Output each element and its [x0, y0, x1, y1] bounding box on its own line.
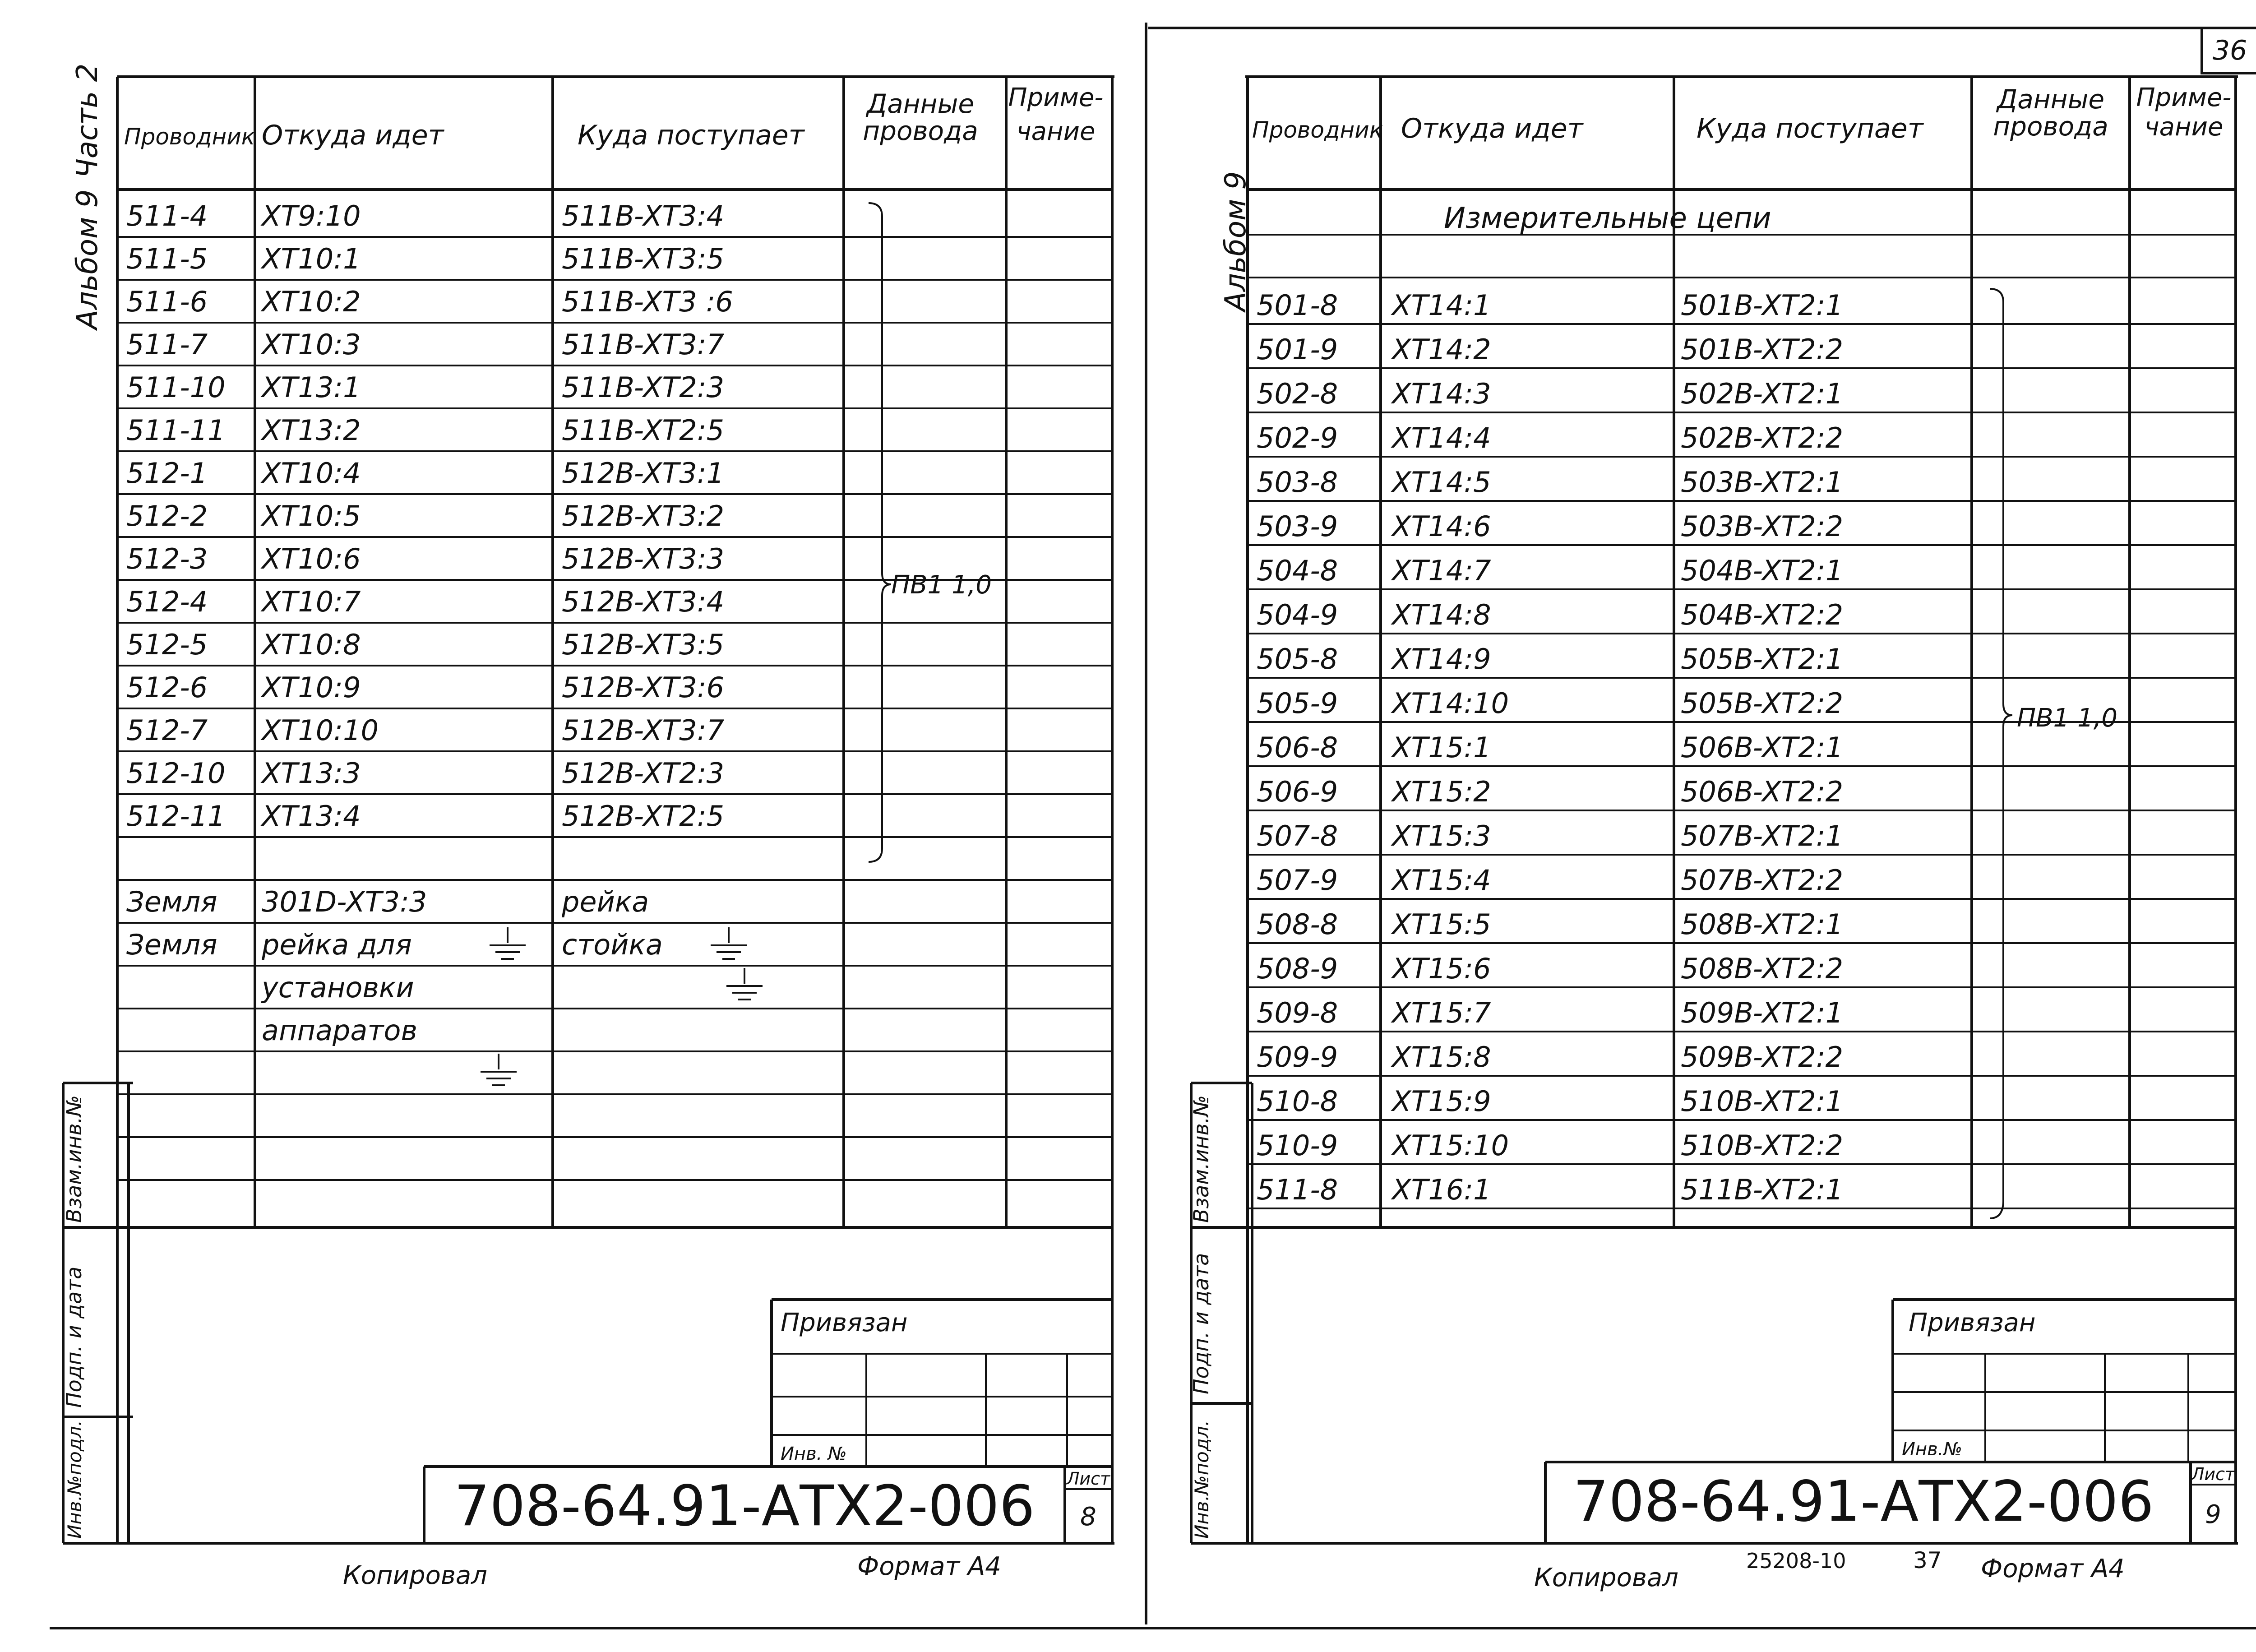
to-cell: 504B-XT2:2 [1681, 598, 1844, 631]
to-cell: 506B-XT2:2 [1681, 775, 1844, 808]
ground-icon [711, 927, 747, 959]
from-cell: XT14:5 [1392, 466, 1491, 499]
conductor-cell: 503-9 [1257, 510, 1338, 543]
table-row [126, 285, 733, 318]
conductor-cell: 506-9 [1257, 775, 1338, 808]
from-cell: XT10:9 [262, 671, 361, 704]
ground-icon [490, 927, 526, 959]
table-row [126, 757, 724, 790]
conductor-cell: 504-8 [1257, 554, 1338, 587]
from-cell: XT10:10 [262, 714, 379, 747]
table-row [126, 414, 724, 447]
table-row [1257, 819, 1843, 852]
conductor-cell: 507-9 [1257, 864, 1338, 897]
conductor-cell: 506-8 [1257, 731, 1338, 764]
table-row [126, 885, 649, 918]
conductor-cell: 512-6 [126, 671, 208, 704]
to-cell: 503B-XT2:1 [1681, 466, 1844, 499]
to-cell: 509B-XT2:1 [1681, 996, 1844, 1029]
conductor-cell: 512-11 [126, 800, 226, 833]
conductor-cell: 501-8 [1257, 289, 1338, 322]
to-cell: 511B-XT3:4 [562, 199, 725, 232]
right-side-label-1: Взам.инв.№ [1189, 1095, 1213, 1223]
conductor-cell: 512-7 [126, 714, 208, 747]
from-cell: рейка для [262, 928, 412, 961]
table-row [126, 671, 724, 704]
table-row [126, 371, 724, 404]
table-row [1257, 466, 1843, 499]
from-cell: установки [262, 971, 414, 1004]
right-header-note-2: чание [2144, 112, 2224, 142]
right-wire-spec: ПВ1 1,0 [2017, 703, 2118, 733]
right-sheet-label: Лист [2191, 1464, 2235, 1484]
from-cell: XT15:2 [1392, 775, 1491, 808]
from-cell: XT9:10 [262, 199, 361, 232]
left-header-to: Куда поступает [578, 120, 804, 151]
right-section-title: Измерительные цепи [1444, 202, 1771, 235]
to-cell: 510B-XT2:1 [1681, 1085, 1844, 1118]
table-row [126, 500, 724, 532]
from-cell: XT10:6 [262, 542, 361, 575]
table-row [1257, 1041, 1843, 1074]
table-row [126, 542, 724, 575]
from-cell: XT14:3 [1392, 377, 1491, 410]
to-cell: 511B-XT3 :6 [562, 285, 733, 318]
from-cell: XT15:6 [1392, 952, 1491, 985]
to-cell: 510B-XT2:2 [1681, 1129, 1844, 1162]
conductor-cell: 508-8 [1257, 908, 1338, 941]
to-cell: 511B-XT2:3 [562, 371, 725, 404]
from-cell: XT14:4 [1392, 421, 1491, 454]
right-header-from: Откуда идет [1401, 113, 1583, 144]
table-row [126, 585, 724, 618]
page-number: 36 [2212, 35, 2247, 66]
conductor-cell: 505-8 [1257, 643, 1338, 676]
conductor-cell: 511-10 [126, 371, 226, 404]
to-cell: 511B-XT2:1 [1681, 1173, 1844, 1206]
from-cell: XT14:9 [1392, 643, 1491, 676]
conductor-cell: 510-8 [1257, 1085, 1338, 1118]
right-wire-brace [1990, 289, 2012, 1218]
left-side-label-2: Подп. и дата [62, 1266, 86, 1408]
left-header-conductor: Проводник [124, 124, 255, 150]
left-header-note-1: Приме- [1008, 83, 1104, 112]
right-header-wiredata-2: провода [1993, 111, 2108, 142]
from-cell: XT16:1 [1392, 1173, 1491, 1206]
to-cell: рейка [562, 885, 649, 918]
from-cell: XT15:4 [1392, 864, 1491, 897]
conductor-cell: 507-8 [1257, 819, 1338, 852]
right-header-to: Куда поступает [1697, 113, 1923, 144]
from-cell: XT14:7 [1392, 554, 1491, 587]
table-row [126, 628, 724, 661]
to-cell: 504B-XT2:1 [1681, 554, 1844, 587]
left-album-label: Альбом 9 [71, 189, 104, 329]
from-cell: XT15:9 [1392, 1085, 1491, 1118]
to-cell: 512B-XT3:7 [562, 714, 725, 747]
right-inv-no: Инв.№ [1902, 1439, 1962, 1460]
to-cell: 503B-XT2:2 [1681, 510, 1844, 543]
right-album-label: Альбом 9 [1219, 171, 1253, 311]
conductor-cell: 511-11 [126, 414, 226, 447]
conductor-cell: 504-9 [1257, 598, 1338, 631]
left-doc-code: 708-64.91-АТХ2-006 [454, 1474, 1035, 1539]
table-row [261, 971, 414, 1004]
left-header-note-2: чание [1016, 117, 1096, 146]
right-page-ref: 37 [1913, 1547, 1942, 1573]
table-row [126, 242, 724, 275]
from-cell: XT14:1 [1392, 289, 1491, 322]
left-sheet [62, 64, 1114, 1590]
right-order-no: 25208-10 [1746, 1549, 1846, 1573]
table-row [1257, 864, 1843, 897]
conductor-cell: 512-3 [126, 542, 208, 575]
to-cell: 512B-XT3:2 [562, 500, 725, 532]
to-cell: стойка [562, 928, 663, 961]
conductor-cell: 508-9 [1257, 952, 1338, 985]
from-cell: XT15:1 [1392, 731, 1491, 764]
table-row [126, 328, 724, 361]
from-cell: XT15:10 [1392, 1129, 1509, 1162]
from-cell: XT15:7 [1392, 996, 1491, 1029]
from-cell: XT13:2 [262, 414, 361, 447]
table-row [1257, 598, 1843, 631]
left-wire-spec: ПВ1 1,0 [891, 570, 992, 600]
table-row [1257, 952, 1843, 985]
from-cell: XT14:10 [1392, 687, 1509, 720]
left-side-label-3: Инв.№подл. [64, 1420, 86, 1539]
from-cell: XT13:1 [262, 371, 361, 404]
right-sheet [1189, 77, 2238, 1592]
table-row [1257, 333, 1843, 366]
from-cell: XT10:2 [262, 285, 361, 318]
table-row [262, 1014, 417, 1047]
to-cell: 512B-XT3:3 [562, 542, 725, 575]
table-row [1257, 1085, 1843, 1118]
conductor-cell: 503-8 [1257, 466, 1338, 499]
left-part-label: Часть 2 [71, 63, 104, 178]
conductor-cell: 512-5 [126, 628, 208, 661]
left-format: Формат А4 [857, 1552, 1001, 1581]
to-cell: 512B-XT2:5 [562, 800, 725, 833]
to-cell: 512B-XT3:5 [562, 628, 725, 661]
conductor-cell: 511-5 [126, 242, 208, 275]
from-cell: XT14:8 [1392, 598, 1491, 631]
to-cell: 512B-XT3:4 [562, 585, 725, 618]
table-row [1257, 554, 1843, 587]
left-header-wiredata-1: Данные [866, 88, 975, 119]
to-cell: 512B-XT3:1 [562, 457, 725, 490]
conductor-cell: 510-9 [1257, 1129, 1338, 1162]
from-cell: XT13:3 [262, 757, 361, 790]
left-sheet-label: Лист [1066, 1469, 1110, 1489]
conductor-cell: 512-1 [126, 457, 208, 490]
from-cell: XT13:4 [262, 800, 361, 833]
conductor-cell: 502-8 [1257, 377, 1338, 410]
right-sheet-no: 9 [2205, 1500, 2221, 1529]
from-cell: XT15:3 [1392, 819, 1491, 852]
left-privyazan: Привязан [781, 1308, 908, 1337]
ground-icon [726, 968, 763, 1000]
to-cell: 502B-XT2:2 [1681, 421, 1844, 454]
table-row [1257, 643, 1843, 676]
conductor-cell: 509-8 [1257, 996, 1338, 1029]
right-header-note-1: Приме- [2136, 83, 2232, 112]
to-cell: 508B-XT2:2 [1681, 952, 1844, 985]
from-cell: XT15:5 [1392, 908, 1491, 941]
table-row [1257, 1173, 1843, 1206]
conductor-cell: 501-9 [1257, 333, 1338, 366]
table-row [1257, 731, 1843, 764]
right-copied: Копировал [1534, 1563, 1678, 1592]
left-copied: Копировал [343, 1561, 487, 1590]
table-row [1257, 421, 1843, 454]
table-row [1257, 687, 1843, 720]
conductor-cell: 509-9 [1257, 1041, 1338, 1074]
table-row [1257, 996, 1843, 1029]
to-cell: 512B-XT3:6 [562, 671, 725, 704]
table-row [126, 800, 724, 833]
right-side-label-3: Инв.№подл. [1191, 1420, 1213, 1539]
right-doc-code: 708-64.91-АТХ2-006 [1573, 1469, 2154, 1534]
table-row [1257, 510, 1843, 543]
to-cell: 509B-XT2:2 [1681, 1041, 1844, 1074]
from-cell: XT14:2 [1392, 333, 1491, 366]
table-row [126, 714, 724, 747]
conductor-cell: 512-10 [126, 757, 226, 790]
right-header-conductor: Проводник [1252, 117, 1383, 143]
conductor-cell: 505-9 [1257, 687, 1338, 720]
left-sheet-no: 8 [1080, 1502, 1096, 1532]
from-cell: XT10:5 [262, 500, 361, 532]
table-row [126, 928, 663, 961]
to-cell: 502B-XT2:1 [1681, 377, 1844, 410]
to-cell: 511B-XT3:7 [562, 328, 725, 361]
from-cell: аппаратов [262, 1014, 417, 1047]
conductor-cell: 512-2 [126, 500, 208, 532]
to-cell: 505B-XT2:2 [1681, 687, 1844, 720]
to-cell: 508B-XT2:1 [1681, 908, 1844, 941]
table-row [1257, 289, 1843, 322]
to-cell: 501B-XT2:1 [1681, 289, 1844, 322]
conductor-cell: Земля [126, 885, 217, 918]
conductor-cell: 511-7 [126, 328, 208, 361]
from-cell: XT15:8 [1392, 1041, 1491, 1074]
to-cell: 512B-XT2:3 [562, 757, 725, 790]
from-cell: XT14:6 [1392, 510, 1491, 543]
from-cell: XT10:7 [262, 585, 361, 618]
to-cell: 507B-XT2:1 [1681, 819, 1844, 852]
from-cell: XT10:4 [262, 457, 361, 490]
table-row [1257, 775, 1843, 808]
table-row [1257, 908, 1843, 941]
to-cell: 501B-XT2:2 [1681, 333, 1844, 366]
from-cell: XT10:8 [262, 628, 361, 661]
from-cell: 301D-XT3:3 [262, 885, 427, 918]
ground-icon [481, 1054, 517, 1085]
table-row [1257, 377, 1843, 410]
left-wire-brace [869, 203, 891, 862]
left-header-from: Откуда идет [262, 120, 444, 151]
conductor-cell: 512-4 [126, 585, 208, 618]
table-row [126, 199, 724, 232]
to-cell: 511B-XT2:5 [562, 414, 725, 447]
right-side-label-2: Подп. и дата [1189, 1253, 1213, 1394]
conductor-cell: Земля [126, 928, 217, 961]
conductor-cell: 511-4 [126, 199, 208, 232]
left-header-wiredata-2: провода [863, 116, 978, 146]
to-cell: 506B-XT2:1 [1681, 731, 1844, 764]
left-inv-no: Инв. № [781, 1444, 847, 1464]
table-row [1257, 1129, 1843, 1162]
from-cell: XT10:3 [262, 328, 361, 361]
table-row [126, 457, 724, 490]
right-header-wiredata-1: Данные [1997, 84, 2105, 115]
from-cell: XT10:1 [262, 242, 361, 275]
right-format: Формат А4 [1981, 1554, 2125, 1583]
to-cell: 505B-XT2:1 [1681, 643, 1844, 676]
conductor-cell: 511-6 [126, 285, 208, 318]
left-side-label-1: Взам.инв.№ [62, 1095, 86, 1223]
to-cell: 511B-XT3:5 [562, 242, 725, 275]
conductor-cell: 502-9 [1257, 421, 1338, 454]
conductor-cell: 511-8 [1257, 1173, 1338, 1206]
right-privyazan: Привязан [1909, 1308, 2036, 1337]
to-cell: 507B-XT2:2 [1681, 864, 1844, 897]
